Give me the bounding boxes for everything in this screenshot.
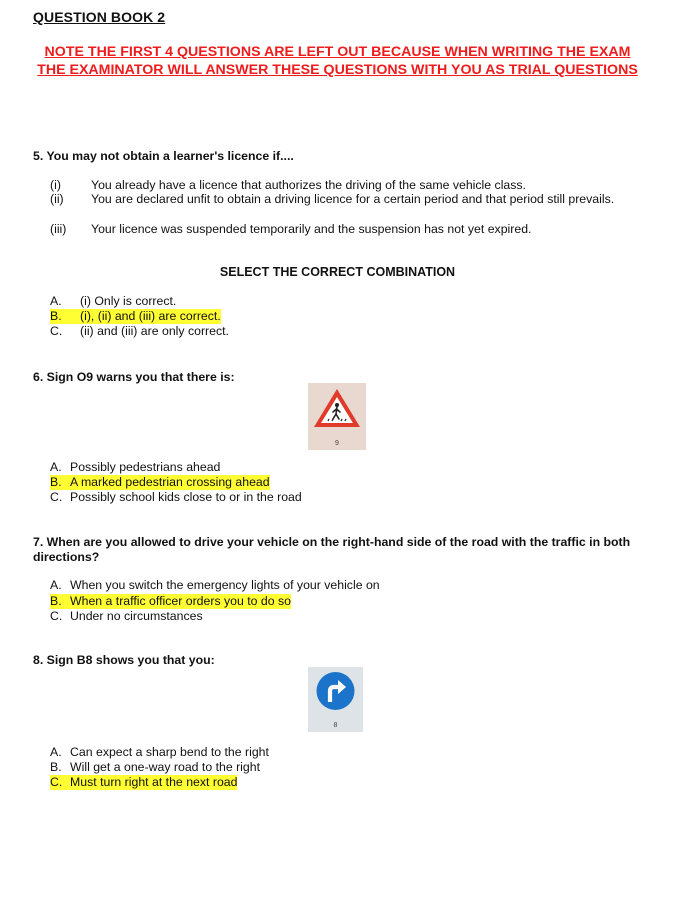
note-text: NOTE THE FIRST 4 QUESTIONS ARE LEFT OUT BECAUSE WHEN WRITING THE EXAM THE EXAMINATOR WILL ANSWER THESE QUESTIONS WITH YOU AS TRIAL QUESTIONS: [37, 44, 638, 78]
option-letter: B.: [50, 309, 62, 323]
option-letter: C.: [50, 609, 63, 623]
option-letter: C.: [50, 324, 63, 338]
combination-heading: SELECT THE CORRECT COMBINATION: [219, 265, 456, 279]
answer-option[interactable]: [50, 460, 220, 475]
statement-text: You already have a licence that authorizes the driving of the same vehicle class.: [91, 178, 526, 192]
turn-right-sign-icon: [308, 667, 363, 732]
statement-text: Your licence was suspended temporarily and the suspension has not yet expired.: [91, 222, 532, 236]
answer-option[interactable]: [50, 609, 203, 624]
statement-item: [50, 192, 640, 207]
answer-option-highlighted[interactable]: [50, 309, 221, 324]
option-text: Possibly pedestrians ahead: [70, 460, 221, 474]
answer-option-highlighted[interactable]: [50, 475, 270, 490]
statement-text: You are declared unfit to obtain a driving licence for a certain period and that period still prevails.: [91, 192, 615, 206]
statement-number: (i): [50, 178, 61, 192]
option-letter: C.: [50, 775, 63, 789]
answer-option[interactable]: [50, 294, 176, 309]
sign-caption: 9: [335, 440, 339, 447]
option-text: Possibly school kids close to or in the road: [70, 490, 302, 504]
option-letter: C.: [50, 490, 63, 504]
option-text: (i), (ii) and (iii) are correct.: [80, 309, 221, 323]
option-letter: A.: [50, 294, 62, 308]
question-7-title: 7. When are you allowed to drive your vehicle on the right-hand side of the road with the traffic in both directions?: [33, 535, 631, 564]
option-text: Must turn right at the next road: [70, 775, 238, 789]
turn-right-arrow-icon: [308, 667, 363, 719]
answer-option-highlighted[interactable]: [50, 594, 291, 609]
question-8-title: 8. Sign B8 shows you that you:: [33, 653, 215, 667]
option-text: Will get a one-way road to the right: [70, 760, 261, 774]
option-text: (ii) and (iii) are only correct.: [80, 324, 229, 338]
answer-option[interactable]: [50, 490, 302, 505]
option-text: A marked pedestrian crossing ahead: [70, 475, 270, 489]
question-6-title: 6. Sign O9 warns you that there is:: [33, 370, 235, 384]
answer-option[interactable]: [50, 745, 269, 760]
option-text: When you switch the emergency lights of your vehicle on: [70, 578, 380, 592]
answer-option[interactable]: [50, 324, 229, 339]
option-letter: A.: [50, 745, 62, 759]
pedestrian-crossing-sign-icon: [308, 383, 366, 450]
statement-item: [50, 222, 640, 237]
option-letter: B.: [50, 475, 62, 489]
page-title: QUESTION BOOK 2: [33, 9, 166, 25]
option-text: When a traffic officer orders you to do so: [70, 594, 292, 608]
answer-option-highlighted[interactable]: [50, 775, 237, 790]
warning-triangle-icon: [308, 383, 366, 439]
sign-caption: 8: [333, 722, 338, 729]
answer-option[interactable]: [50, 760, 260, 775]
option-letter: B.: [50, 760, 62, 774]
statement-number: (ii): [50, 192, 64, 206]
answer-option[interactable]: [50, 578, 380, 593]
option-text: Can expect a sharp bend to the right: [70, 745, 269, 759]
option-text: (i) Only is correct.: [80, 294, 177, 308]
option-letter: B.: [50, 594, 62, 608]
statement-number: (iii): [50, 222, 67, 236]
option-letter: A.: [50, 460, 62, 474]
option-text: Under no circumstances: [70, 609, 203, 623]
question-5-title: 5. You may not obtain a learner's licence if....: [33, 149, 294, 163]
option-letter: A.: [50, 578, 62, 592]
statement-item: [50, 178, 640, 193]
